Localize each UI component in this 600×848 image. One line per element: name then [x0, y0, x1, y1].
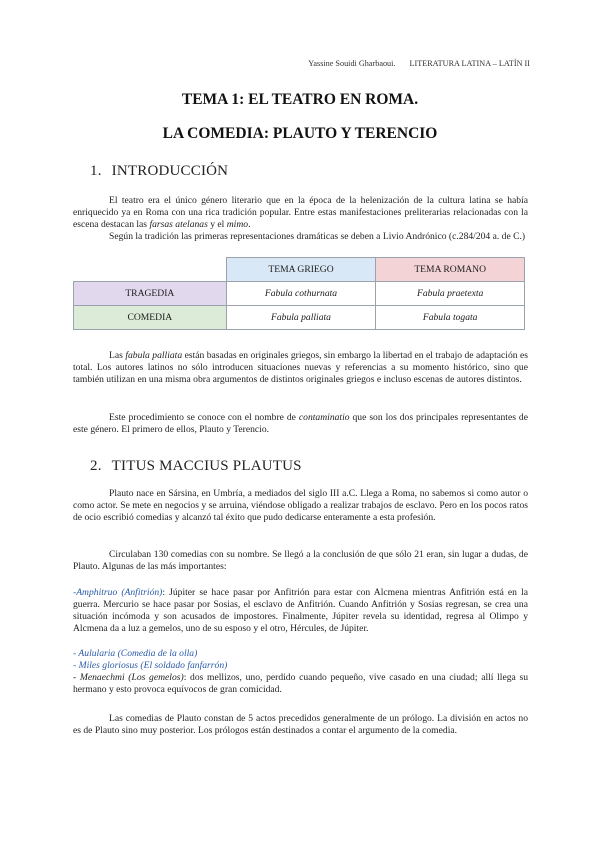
amphitruo-item: -Amphitruo (Anfitrión): Júpiter se hace pasar por Anfitrión para estar con Alcmena mientras Anfitrión está en la guerra. Mercurio se hace pasar por Sosias, el esclavo de Anfitrión. Cuando Anfitrión y Sosias regresan, se crea una situación incómoda y son acusados de impostores. Finalmente, Júpiter revela su identidad, regresa al Olimpo y Alcmena da a luz a gemelos, uno de su esposo y el otro, Hércules, de Júpiter.: [73, 587, 528, 634]
table-header-row: [74, 258, 525, 282]
section-number: 2.: [90, 458, 102, 474]
term-contaminatio: contaminatio: [298, 412, 350, 423]
table-row: [74, 306, 525, 330]
intro-paragraph-4: Este procedimiento se conoce con el nombre de contaminatio que son los dos principales representantes de este género. El primero de ellos, Plauto y Terencio.: [73, 412, 528, 435]
title-aulularia: - Aulularia (Comedia de la olla): [73, 648, 198, 659]
term-farsas-atelanas: farsas atelanas: [149, 218, 208, 230]
header-author: Yassine Souidi Gharbaoui.: [308, 59, 396, 68]
plauto-paragraph-3: Las comedias de Plauto constan de 5 actos precedidos generalmente de un prólogo. La división en actos no es de Plauto sino muy posterior. Los prólogos están destinados a contar el argumento de la comedia.: [73, 713, 528, 736]
genre-table: [73, 257, 525, 330]
aulularia-item: [73, 648, 528, 660]
table-cell: Fabula cothurnata: [226, 282, 376, 306]
table-row: [74, 282, 525, 306]
sub-title: LA COMEDIA: PLAUTO Y TERENCIO: [162, 125, 438, 142]
intro-paragraph-1: El teatro era el único género literario que en la época de la helenización de la cultura latina se había enriquecido ya en Roma con una rica tradición popular. Entre estas manifestaciones preliterarias relacionadas con la escena destacan las farsas atelanas y el mimo.: [73, 195, 528, 230]
header-subject: LITERATURA LATINA – LATÍN II: [409, 59, 530, 68]
section-heading-plautus: [90, 458, 302, 475]
section-number: 1.: [90, 163, 102, 179]
table-cell: Fabula praetexta: [376, 282, 525, 306]
row-label-tragedia: TRAGEDIA: [74, 282, 227, 306]
miles-gloriosus-item: - Miles gloriosus (El soldado fanfarrón): [73, 660, 228, 671]
intro-paragraph-2: Según la tradición las primeras representaciones dramáticas se deben a Livio Andrónico (c.284/204 a. de C.): [109, 231, 526, 242]
main-title: TEMA 1: EL TEATRO EN ROMA.: [181, 91, 419, 108]
plauto-paragraph-1: Plauto nace en Sársina, en Umbría, a mediados del siglo III a.C. Llega a Roma, no sabemos si como autor o como actor. Se mete en negocios y se arruina, viéndose obligado a realizar trabajos de esclavo. Pero en los pocos ratos de ocio escribió comedias y alcanzó tal éxito que pudo dedicarse enteramente a esta profesión.: [73, 488, 528, 523]
row-label-comedia: COMEDIA: [74, 306, 227, 330]
header-tema-griego: TEMA GRIEGO: [226, 258, 376, 282]
table-cell: Fabula palliata: [226, 306, 376, 330]
table-cell: Fabula togata: [376, 306, 525, 330]
section-title: INTRODUCCIÓN: [111, 163, 229, 179]
term-mimo: mimo: [226, 218, 249, 230]
plauto-paragraph-2: Circulaban 130 comedias con su nombre. Se llegó a la conclusión de que sólo 21 eran, sin lugar a dudas, de Plauto. Algunas de las más importantes:: [73, 549, 528, 572]
term-fabula-palliata: fabula palliata: [125, 350, 183, 361]
menaechmi-item: - Menaechmi (Los gemelos): dos mellizos, uno, perdido cuando pequeño, vive casado en una ciudad; allí llega su hermano y esto provoca equívocos de gran comicidad.: [73, 672, 528, 695]
title-amphitruo: -Amphitruo (Anfitrión): [73, 587, 163, 598]
section-title: TITUS MACCIUS PLAUTUS: [111, 458, 302, 474]
intro-paragraph-3: Las fabula palliata están basadas en originales griegos, sin embargo la libertad en el trabajo de adaptación es total. Los autores latinos no sólo introducen situaciones nuevas y referencias a su momento histórico, sino que también utilizan en una misma obra argumentos de distintos originales griegos e incluso escenas de autores distintos.: [73, 350, 528, 385]
page-header: [308, 59, 530, 68]
section-heading-introduccion: [90, 163, 228, 180]
header-tema-romano: TEMA ROMANO: [376, 258, 525, 282]
title-menaechmi: Menaechmi (Los gemelos): [79, 672, 184, 683]
